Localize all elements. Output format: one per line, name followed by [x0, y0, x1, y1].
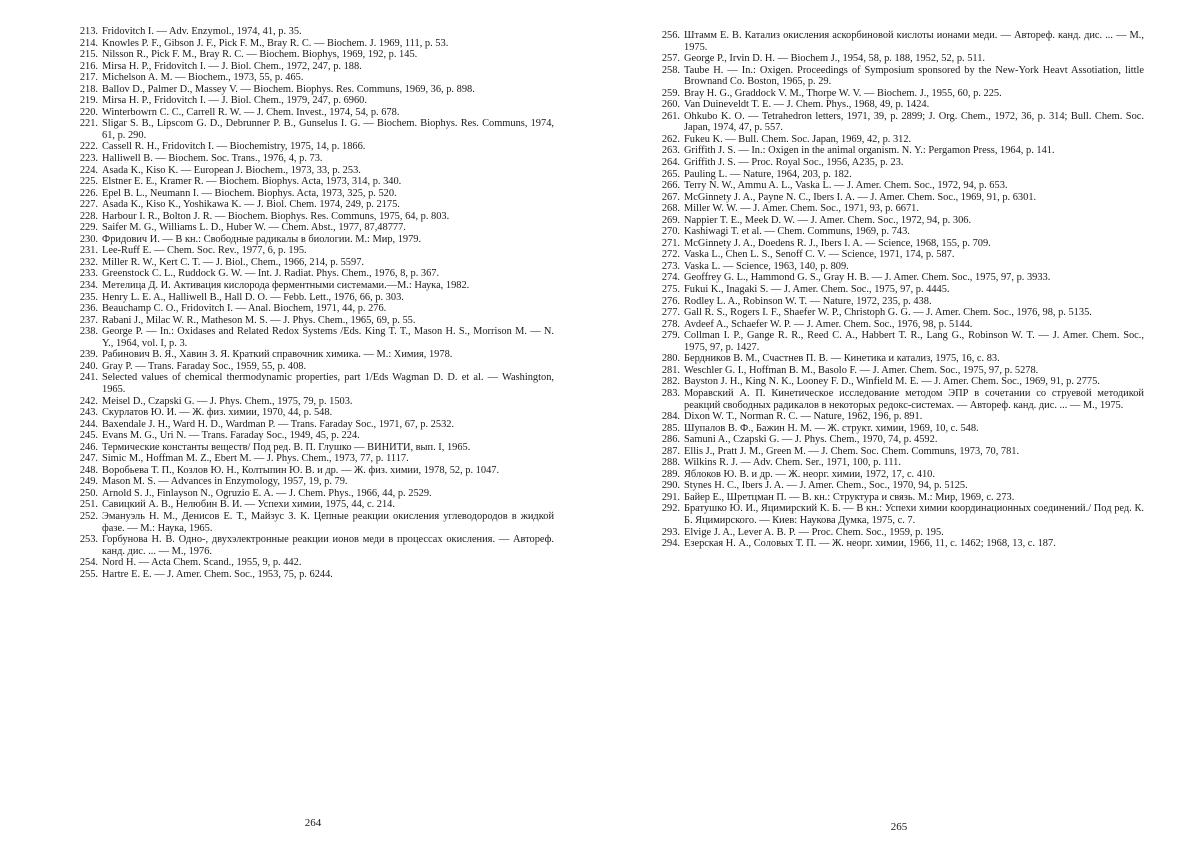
reference-number: 252. — [79, 510, 98, 522]
reference-entry — [654, 353, 1144, 365]
reference-number: 226. — [79, 187, 98, 199]
reference-entry — [72, 361, 554, 373]
reference-text: Geoffrey G. L., Hammond G. S., Gray H. B. — J. Amer. Chem. Soc., 1975, 97, p. 3933. — [684, 272, 1051, 284]
reference-text: Nilsson R., Pick F. M., Bray R. C. — Biochem. Biophys, 1969, 192, p. 145. — [102, 49, 418, 61]
reference-text: Nappier T. E., Meek D. W. — J. Amer. Chem. Soc., 1972, 94, p. 306. — [684, 214, 972, 226]
reference-entry — [72, 153, 554, 165]
reference-entry — [654, 319, 1144, 331]
reference-number: 281. — [661, 364, 680, 376]
reference-text: Метелица Д. И. Активация кислорода ферментными системами.—М.: Наука, 1982. — [102, 280, 470, 292]
reference-entry — [654, 284, 1144, 296]
reference-number: 286. — [661, 434, 680, 446]
reference-text: Van Duineveldt T. E. — J. Chem. Phys., 1968, 49, p. 1424. — [684, 99, 930, 111]
reference-entry — [72, 165, 554, 177]
reference-number: 267. — [661, 191, 680, 203]
reference-text: Greenstock C. L., Ruddock G. W. — Int. J. Radiat. Phys. Chem., 1976, 8, p. 367. — [102, 268, 440, 280]
reference-entry — [654, 249, 1144, 261]
reference-text: Michelson A. M. — Biochem., 1973, 55, p. 465. — [102, 72, 304, 84]
reference-entry — [72, 396, 554, 408]
reference-text: McGinnety J. A., Doedens R. J., Ibers I. A. — Science, 1968, 155, p. 709. — [684, 237, 991, 249]
reference-entry — [654, 365, 1144, 377]
reference-number: 222. — [79, 141, 98, 153]
reference-text: Weschler G. I., Hoffman B. M., Basolo F. — J. Amer. Chem. Soc., 1975, 97, p. 5278. — [684, 364, 1039, 376]
reference-text: Mirsa H. P., Fridovitch I. — J. Biol. Chem., 1979, 247, p. 6960. — [102, 95, 367, 107]
reference-text: Hartre E. E. — J. Amer. Chem. Soc., 1953, 75, p. 6244. — [102, 568, 333, 580]
reference-entry — [654, 88, 1144, 100]
reference-entry — [72, 280, 554, 292]
reference-text: Winterbowrn C. C., Carrell R. W. — J. Chem. Invest., 1974, 54, p. 678. — [102, 106, 400, 118]
reference-text: Simic M., Hoffman M. Z., Ebert M. — J. Phys. Chem., 1973, 77, p. 1117. — [102, 453, 409, 465]
reference-entry — [72, 453, 554, 465]
reference-number: 246. — [79, 441, 98, 453]
reference-entry — [654, 99, 1144, 111]
reference-entry — [72, 84, 554, 96]
reference-text: Selected values of chemical thermodynamic properties, part 1/Eds Wagman D. D. et al. — Washington, 1965. — [102, 372, 554, 395]
reference-number: 233. — [79, 268, 98, 280]
reference-entry — [72, 199, 554, 211]
reference-number: 258. — [661, 64, 680, 76]
reference-entry — [654, 134, 1144, 146]
reference-entry — [654, 480, 1144, 492]
reference-number: 235. — [79, 291, 98, 303]
reference-number: 291. — [661, 491, 680, 503]
reference-entry — [654, 376, 1144, 388]
reference-number: 221. — [79, 118, 98, 130]
reference-text: Terry N. W., Ammu A. L., Vaska L. — J. Amer. Chem. Soc., 1972, 94, p. 653. — [684, 180, 1008, 192]
reference-entry — [72, 245, 554, 257]
reference-text: Arnold S. J., Finlayson N., Ogruzio E. A. — J. Chem. Phys., 1966, 44, p. 2529. — [102, 487, 432, 499]
reference-text: Henry L. E. A., Halliwell B., Hall D. O. — Febb. Lett., 1976, 66, p. 303. — [102, 291, 404, 303]
reference-text: Taube H. — In.: Oxigen. Proceedings of Symposium sponsored by the New-York Heavt Assotiation, little Brownand Co. Boston, 1965, p. 29. — [684, 64, 1144, 88]
reference-text: Sligar S. B., Lipscom G. D., Debrunner P. B., Gunselus I. G. — Biochem. Biophys. Res. Communs, 1974, 61, p. 290. — [102, 118, 554, 141]
reference-number: 279. — [661, 330, 680, 342]
reference-entry — [72, 499, 554, 511]
reference-entry — [72, 141, 554, 153]
reference-number: 277. — [661, 307, 680, 319]
reference-number: 218. — [79, 83, 98, 95]
reference-entry — [654, 330, 1144, 353]
left-page — [72, 0, 554, 867]
reference-entry — [654, 411, 1144, 423]
reference-text: Rodley L. A., Robinson W. T. — Nature, 1972, 235, p. 438. — [684, 295, 932, 307]
reference-text: Езерская Н. А., Соловых Т. П. — Ж. неорг. химии, 1966, 11, с. 1462; 1968, 13, с. 187. — [684, 538, 1056, 550]
reference-number: 242. — [79, 395, 98, 407]
reference-text: Gray P. — Trans. Faraday Soc., 1959, 55, p. 408. — [102, 360, 307, 372]
reference-number: 243. — [79, 407, 98, 419]
reference-number: 236. — [79, 303, 98, 315]
reference-entry — [72, 268, 554, 280]
reference-entry — [72, 95, 554, 107]
reference-entry — [654, 272, 1144, 284]
reference-number: 239. — [79, 349, 98, 361]
reference-text: Fridovitch I. — Adv. Enzymol., 1974, 41, p. 35. — [102, 26, 302, 37]
reference-text: Epel B. L., Neumann I. — Biochem. Biophys. Acta, 1973, 325, p. 520. — [102, 187, 397, 199]
reference-number: 238. — [79, 326, 98, 338]
reference-number: 215. — [79, 49, 98, 61]
reference-entry — [654, 492, 1144, 504]
reference-entry — [654, 527, 1144, 539]
reference-entry — [654, 296, 1144, 308]
reference-entry — [72, 257, 554, 269]
reference-entry — [654, 53, 1144, 65]
reference-entry — [72, 107, 554, 119]
reference-text: Wilkins R. J. — Adv. Chem. Ser., 1971, 100, p. 111. — [684, 457, 901, 469]
reference-number: 278. — [661, 318, 680, 330]
page-number: 264 — [304, 817, 322, 829]
reference-number: 249. — [79, 476, 98, 488]
reference-number: 241. — [79, 372, 98, 384]
reference-number: 217. — [79, 72, 98, 84]
reference-number: 283. — [661, 387, 680, 399]
reference-entry — [654, 238, 1144, 250]
reference-entry — [72, 315, 554, 327]
reference-number: 280. — [661, 353, 680, 365]
reference-text: McGinnety J. A., Payne N. C., Ibers I. A. — J. Amer. Chem. Soc., 1969, 91, p. 6301. — [684, 191, 1037, 203]
reference-text: Рабинович В. Я., Хавин З. Я. Краткий справочник химика. — М.: Химия, 1978. — [102, 349, 453, 361]
reference-entry — [72, 557, 554, 569]
reference-number: 231. — [79, 245, 98, 257]
reference-number: 289. — [661, 468, 680, 480]
reference-text: Фридович И. — В кн.: Свободные радикалы в биологии. М.: Мир, 1979. — [102, 233, 422, 245]
reference-entry — [72, 419, 554, 431]
reference-entry — [654, 157, 1144, 169]
reference-number: 247. — [79, 453, 98, 465]
reference-number: 213. — [79, 26, 98, 37]
reference-entry — [72, 211, 554, 223]
reference-number: 251. — [79, 499, 98, 511]
reference-text: Vaska L., Chen L. S., Senoff C. V. — Science, 1971, 174, p. 587. — [684, 249, 955, 261]
reference-text: Fukeu K. — Bull. Chem. Soc. Japan, 1969, 42, p. 312. — [684, 133, 912, 145]
reference-number: 257. — [661, 53, 680, 65]
reference-number: 240. — [79, 360, 98, 372]
reference-number: 255. — [79, 568, 98, 580]
reference-text: Beauchamp C. O., Fridovitch I. — Anal. Biochem, 1971, 44, p. 276. — [102, 303, 387, 315]
reference-entry — [72, 72, 554, 84]
reference-number: 250. — [79, 487, 98, 499]
reference-entry — [72, 511, 554, 534]
right-page — [654, 0, 1144, 867]
reference-number: 274. — [661, 272, 680, 284]
reference-text: Bayston J. H., King N. K., Looney F. D., Winfield M. E. — J. Amer. Chem. Soc., 1969, 91, p. 2775. — [684, 376, 1100, 388]
reference-number: 270. — [661, 226, 680, 238]
reference-text: Яблоков Ю. В. и др. — Ж. неорг. химии, 1972, 17, с. 410. — [684, 468, 935, 480]
reference-number: 268. — [661, 203, 680, 215]
reference-entry — [654, 226, 1144, 238]
reference-entry — [654, 538, 1144, 550]
reference-text: Vaska L. — Science, 1963, 140, p. 809. — [684, 260, 849, 272]
reference-text: Nord H. — Acta Chem. Scand., 1955, 9, p. 442. — [102, 557, 302, 569]
reference-entry — [72, 372, 554, 395]
reference-entry — [72, 465, 554, 477]
reference-text: George P., Irvin D. H. — Biochem J., 1954, 58, p. 188, 1952, 52, p. 511. — [684, 53, 986, 65]
reference-text: Fukui K., Inagaki S. — J. Amer. Chem. Soc., 1975, 97, p. 4445. — [684, 284, 950, 296]
reference-number: 254. — [79, 557, 98, 569]
reference-text: Halliwell B. — Biochem. Soc. Trans., 1976, 4, p. 73. — [102, 153, 323, 165]
reference-text: Evans M. G., Uri N. — Trans. Faraday Soc., 1949, 45, p. 224. — [102, 430, 360, 442]
reference-text: Asada K., Kiso K., Yoshikawa K. — J. Biol. Chem. 1974, 249, p. 2175. — [102, 199, 400, 211]
reference-entry — [72, 26, 554, 38]
reference-number: 223. — [79, 153, 98, 165]
reference-entry — [654, 203, 1144, 215]
reference-entry — [654, 388, 1144, 411]
reference-entry — [72, 61, 554, 73]
reference-text: Ohkubo K. O. — Tetrahedron letters, 1971, 39, p. 2899; J. Org. Chem., 1972, 36, p. 314; Bull. Chem. Soc. Japan, 1974, 47, p. 557. — [684, 110, 1144, 134]
reference-number: 264. — [661, 157, 680, 169]
reference-number: 229. — [79, 222, 98, 234]
reference-entry — [654, 215, 1144, 227]
reference-number: 271. — [661, 237, 680, 249]
reference-text: Эмануэль Н. М., Денисов Е. Т., Майзус З. К. Цепные реакции окисления углеводородов в жидкой фазе. — М.: Наука, 1965. — [102, 510, 554, 534]
reference-entry — [654, 457, 1144, 469]
reference-number: 259. — [661, 87, 680, 99]
reference-entry — [654, 469, 1144, 481]
reference-text: Савицкий А. В., Нелюбин В. И. — Успехи химии, 1975, 44, с. 214. — [102, 499, 395, 511]
reference-entry — [72, 488, 554, 500]
reference-entry — [72, 303, 554, 315]
reference-text: Dixon W. T., Norman R. C. — Nature, 1962, 196, p. 891. — [684, 411, 923, 423]
reference-number: 216. — [79, 60, 98, 72]
reference-text: Bray H. G., Graddock V. M., Thorpe W. V. — Biochem. J., 1955, 60, p. 225. — [684, 87, 1002, 99]
reference-text: Rabani J., Milac W. R., Matheson M. S. — J. Phys. Chem., 1965, 69, p. 55. — [102, 314, 416, 326]
reference-number: 265. — [661, 168, 680, 180]
reference-entry — [654, 307, 1144, 319]
reference-number: 227. — [79, 199, 98, 211]
reference-number: 262. — [661, 133, 680, 145]
reference-text: Pauling L. — Nature, 1964, 203, p. 182. — [684, 168, 852, 180]
reference-entry — [72, 222, 554, 234]
reference-text: Stynes H. C., Ibers J. A. — J. Amer. Chem., Soc., 1970, 94, p. 5125. — [684, 480, 968, 492]
reference-text: Kashiwagi T. et al. — Chem. Communs, 1969, p. 743. — [684, 226, 910, 238]
reference-text: Harbour I. R., Bolton J. R. — Biochem. Biophys. Res. Communs, 1975, 64, p. 803. — [102, 210, 450, 222]
reference-number: 272. — [661, 249, 680, 261]
reference-entry — [654, 503, 1144, 526]
reference-entry — [72, 188, 554, 200]
reference-list — [654, 30, 1144, 550]
reference-number: 224. — [79, 164, 98, 176]
reference-text: Miller W. W. — J. Amer. Chem. Soc., 1971, 93, p. 6671. — [684, 203, 919, 215]
reference-text: Mason M. S. — Advances in Enzymology, 1957, 19, p. 79. — [102, 476, 348, 488]
reference-text: Saifer M. G., Williams L. D., Huber W. — Chem. Abst., 1977, 87,48777. — [102, 222, 406, 234]
reference-entry — [72, 476, 554, 488]
reference-entry — [72, 38, 554, 50]
reference-number: 237. — [79, 314, 98, 326]
reference-text: Ellis J., Pratt J. M., Green M. — J. Chem. Soc. Chem. Communs, 1973, 70, 781. — [684, 445, 1020, 457]
reference-number: 261. — [661, 110, 680, 122]
reference-text: Elvige J. A., Lever A. B. P. — Proc. Chem. Soc., 1959, p. 195. — [684, 526, 944, 538]
reference-entry — [72, 534, 554, 557]
reference-number: 230. — [79, 233, 98, 245]
reference-number: 263. — [661, 145, 680, 157]
reference-number: 288. — [661, 457, 680, 469]
reference-number: 232. — [79, 256, 98, 268]
reference-text: Скурлатов Ю. И. — Ж. физ. химии, 1970, 44, p. 548. — [102, 407, 333, 419]
reference-text: Cassell R. H., Fridovitch I. — Biochemistry, 1975, 14, p. 1866. — [102, 141, 366, 153]
reference-text: Горбунова Н. В. Одно-, двухэлектронные реакции ионов меди в процессах окисления. — Автореф. канд. дис. ... — М., 1976. — [102, 534, 554, 557]
reference-number: 292. — [661, 503, 680, 515]
reference-entry — [72, 326, 554, 349]
reference-number: 214. — [79, 37, 98, 49]
reference-number: 284. — [661, 411, 680, 423]
reference-number: 260. — [661, 99, 680, 111]
reference-text: Байер Е., Шретцман П. — В. кн.: Структура и связь. М.: Мир, 1969, с. 273. — [684, 491, 1015, 503]
reference-entry — [72, 407, 554, 419]
reference-text: Elstner E. E., Kramer R. — Biochem. Biophys. Acta, 1973, 314, p. 340. — [102, 176, 402, 188]
reference-list — [72, 26, 554, 580]
reference-number: 266. — [661, 180, 680, 192]
reference-entry — [72, 442, 554, 454]
reference-number: 244. — [79, 418, 98, 430]
reference-entry — [654, 180, 1144, 192]
reference-text: George P. — In.: Oxidases and Related Redox Systems /Eds. King T. T., Mason H. S., Morrison M. — N. Y., 1964, vol. I, p. 3. — [102, 326, 554, 349]
reference-number: 228. — [79, 210, 98, 222]
reference-entry — [72, 349, 554, 361]
reference-entry — [72, 292, 554, 304]
reference-entry — [654, 145, 1144, 157]
reference-number: 287. — [661, 445, 680, 457]
reference-number: 248. — [79, 464, 98, 476]
reference-entry — [72, 176, 554, 188]
reference-text: Miller R. W., Kert C. T. — J. Biol., Chem., 1966, 214, p. 5597. — [102, 256, 364, 268]
reference-text: Lee-Ruff E. — Chem. Soc. Rev., 1977, 6, p. 195. — [102, 245, 307, 257]
reference-number: 253. — [79, 534, 98, 546]
reference-text: Шупалов В. Ф., Бажин Н. М. — Ж. структ. химии, 1969, 10, с. 548. — [684, 422, 979, 434]
reference-entry — [72, 49, 554, 61]
reference-number: 282. — [661, 376, 680, 388]
reference-text: Бердников В. М., Счастнев П. В. — Кинетика и катализ, 1975, 16, с. 83. — [684, 353, 1000, 365]
reference-number: 293. — [661, 526, 680, 538]
reference-entry — [72, 234, 554, 246]
reference-entry — [654, 423, 1144, 435]
reference-number: 276. — [661, 295, 680, 307]
reference-text: Meisel D., Czapski G. — J. Phys. Chem., 1975, 79, p. 1503. — [102, 395, 353, 407]
reference-entry — [654, 434, 1144, 446]
reference-text: Штамм Е. В. Катализ окисления аскорбиновой кислоты ионами меди. — Автореф. канд. дис. ... — М., 1975. — [684, 30, 1144, 53]
reference-number: 220. — [79, 106, 98, 118]
page-number: 265 — [890, 821, 908, 833]
reference-text: Samuni A., Czapski G. — J. Phys. Chem., 1970, 74, p. 4592. — [684, 434, 938, 446]
reference-text: Mirsa H. P., Fridovitch I. — J. Biol. Chem., 1972, 247, p. 188. — [102, 60, 362, 72]
reference-text: Термические константы веществ/ Под ред. В. П. Глушко — ВИНИТИ, вып. I, 1965. — [102, 441, 471, 453]
reference-number: 256. — [661, 30, 680, 41]
reference-number: 290. — [661, 480, 680, 492]
reference-text: Моравский А. П. Кинетическое исследование методом ЭПР в сочетании со струевой методикой реакций свободных радикалов в некоторых редокс-системах. — Автореф. канд. дис. ... — М., 1975. — [684, 387, 1144, 411]
reference-text: Avdeef A., Schaefer W. P. — J. Amer. Chem. Soc., 1976, 98, p. 5144. — [684, 318, 973, 330]
reference-entry — [654, 169, 1144, 181]
reference-text: Gall R. S., Rogers I. F., Shaefer W. P., Christoph G. G. — J. Amer. Chem. Soc., 1976, 98, p. 5135. — [684, 307, 1092, 319]
reference-text: Collman I. P., Gange R. R., Reed C. A., Habbert T. R., Lang G., Robinson W. T. — J. Amer. Chem. Soc., 1975, 97, p. 1427. — [684, 330, 1144, 353]
reference-text: Asada K., Kiso K. — European J. Biochem., 1973, 33, p. 253. — [102, 164, 361, 176]
reference-number: 273. — [661, 260, 680, 272]
reference-entry — [72, 430, 554, 442]
reference-number: 285. — [661, 422, 680, 434]
reference-entry — [654, 261, 1144, 273]
reference-number: 294. — [661, 538, 680, 550]
reference-number: 245. — [79, 430, 98, 442]
reference-text: Griffith J. S. — Proc. Royal Soc., 1956, A235, p. 23. — [684, 157, 904, 169]
reference-entry — [654, 65, 1144, 88]
reference-text: Воробьева Т. П., Козлов Ю. Н., Колтыпин Ю. В. и др. — Ж. физ. химии, 1978, 52, p. 1047. — [102, 464, 500, 476]
reference-text: Братушко Ю. И., Яцимирский К. Б. — В кн.: Успехи химии координационных соединений./ Под ред. К. Б. Яцимирского. — Киев: Наукова Думка, 1975, с. 7. — [684, 503, 1144, 526]
reference-entry — [654, 446, 1144, 458]
reference-entry — [654, 192, 1144, 204]
reference-number: 225. — [79, 176, 98, 188]
reference-number: 219. — [79, 95, 98, 107]
reference-entry — [72, 569, 554, 581]
reference-entry — [72, 118, 554, 141]
reference-number: 269. — [661, 214, 680, 226]
reference-text: Griffith J. S. — In.: Oxigen in the animal organism. N. Y.: Pergamon Press, 1964, p. 141. — [684, 145, 1055, 157]
reference-text: Baxendale J. H., Ward H. D., Wardman P. — Trans. Faraday Soc., 1971, 67, p. 2532. — [102, 418, 455, 430]
reference-entry — [654, 30, 1144, 53]
reference-entry — [654, 111, 1144, 134]
reference-text: Ballov D., Palmer D., Massey V. — Biochem. Biophys. Res. Communs, 1969, 36, p. 898. — [102, 83, 475, 95]
reference-number: 275. — [661, 284, 680, 296]
reference-text: Knowles P. F., Gibson J. F., Pick F. M., Bray R. C. — Biochem. J. 1969, 111, p. 53. — [102, 37, 449, 49]
reference-number: 234. — [79, 280, 98, 292]
